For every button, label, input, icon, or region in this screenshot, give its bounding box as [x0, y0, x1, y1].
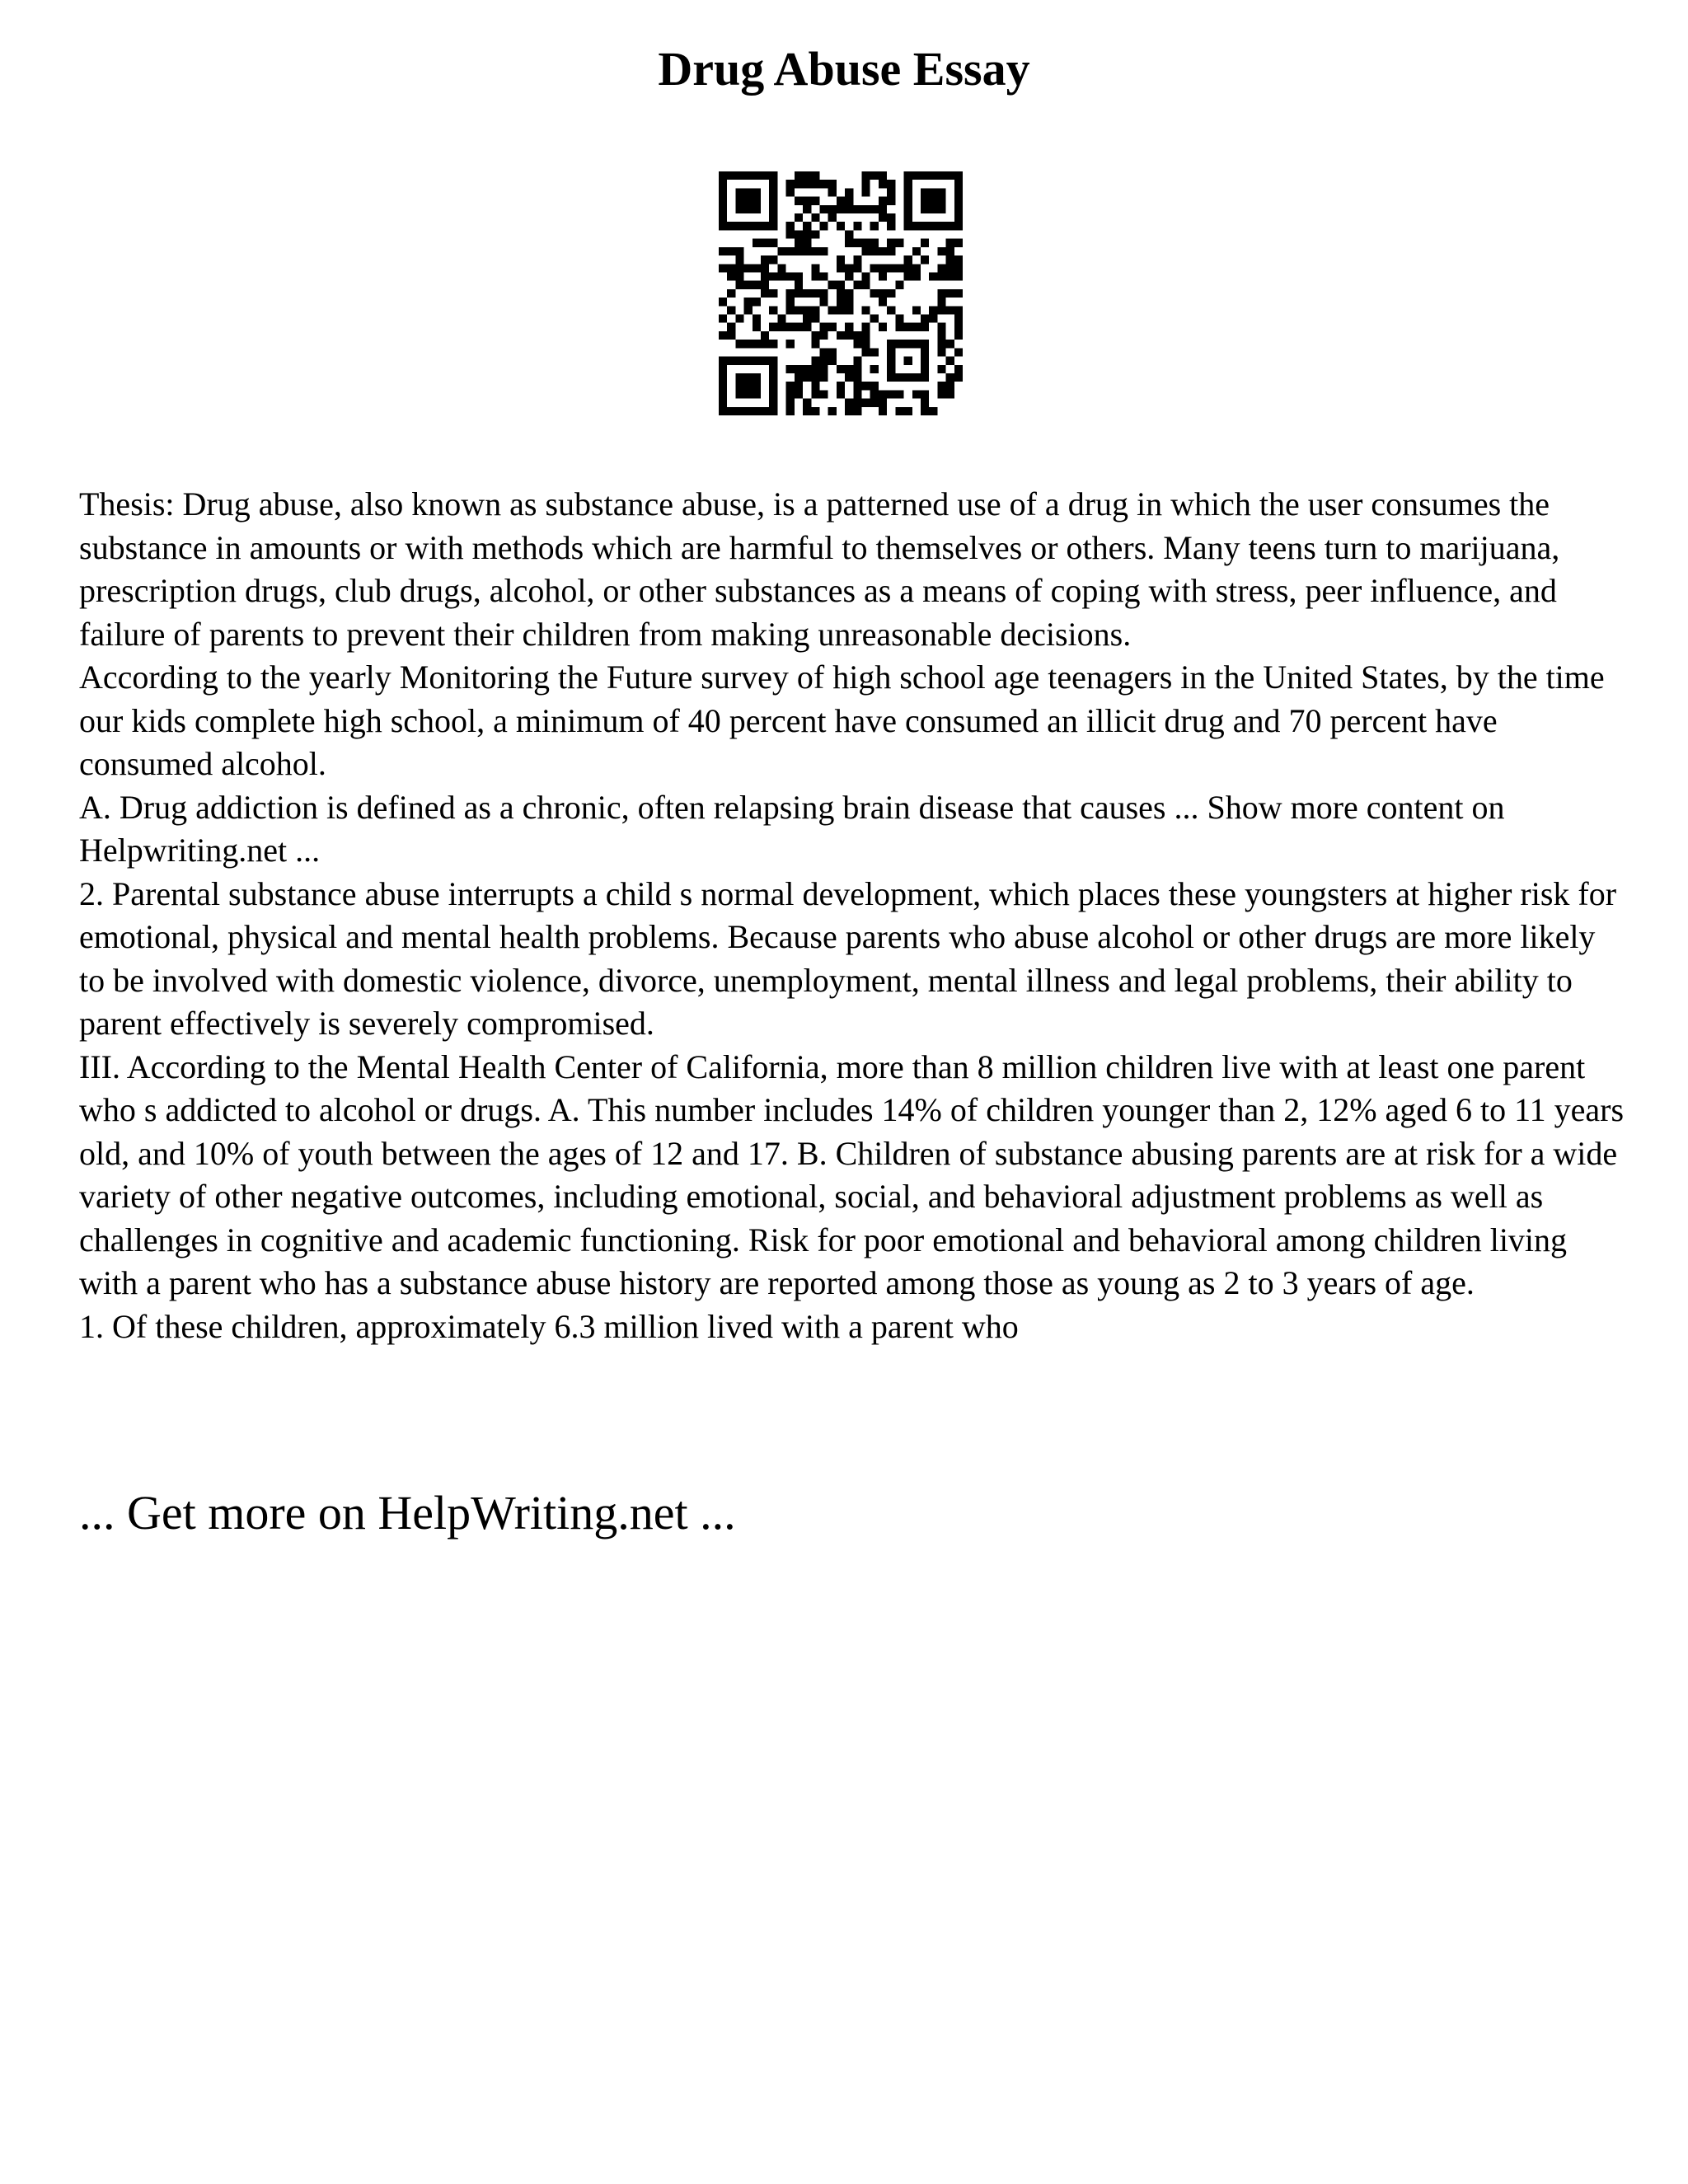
qr-code-icon[interactable] — [719, 171, 963, 415]
paragraph-addiction: A. Drug addiction is defined as a chronic, often relapsing brain disease that causes ... Show more content on Helpwriting.net ... — [79, 788, 1505, 869]
paragraph-thesis: Thesis: Drug abuse, also known as substance abuse, is a patterned use of a drug in which the user consumes the substance in amounts or with methods which are harmful to themselves or others. Many teens turn to marijuana, prescription drugs, club drugs, alcohol, or other substances as a means of coping with stress, peer influence, and failure of parents to prevent their children from making unreasonable decisions. — [79, 485, 1560, 653]
paragraph-parental-abuse: 2. Parental substance abuse interrupts a child s normal development, which places these youngsters at higher risk for emotional, physical and mental health problems. Because parents who abuse alcohol or other drugs are more likely to be involved with domestic violence, divorce, unemployment, mental illness and legal problems, their ability to parent effectively is severely compromised. — [79, 874, 1617, 1042]
paragraph-statistics: III. According to the Mental Health Center of California, more than 8 million children live with at least one parent who s addicted to alcohol or drugs. A. This number includes 14% of children younger than 2, 12% aged 6 to 11 years old, and 10% of youth between the ages of 12 and 17. B. Children of substance abusing parents are at risk for a wide variety of other negative outcomes, including emotional, social, and behavioral adjustment problems as well as challenges in cognitive and academic functioning. Risk for poor emotional and behavioral among children living with a parent who has a substance abuse history are reported among those as young as 2 to 3 years of age. — [79, 1047, 1625, 1301]
page-title: Drug Abuse Essay — [658, 42, 1030, 96]
essay-body — [79, 483, 1629, 1348]
paragraph-children: 1. Of these children, approximately 6.3 million lived with a parent who — [79, 1307, 1019, 1345]
paragraph-survey: According to the yearly Monitoring the Future survey of high school age teenagers in the United States, by the time our kids complete high school, a minimum of 40 percent have consumed an illicit drug and 70 percent have consumed alcohol. — [79, 658, 1605, 782]
get-more-link[interactable]: ... Get more on HelpWriting.net ... — [79, 1486, 736, 1540]
